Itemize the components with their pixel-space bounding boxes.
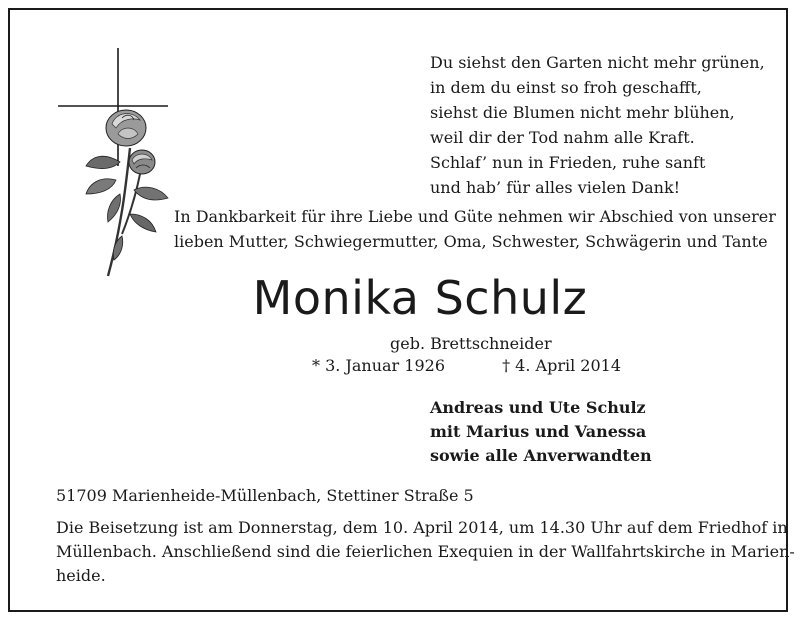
intro-text	[174, 204, 774, 254]
poem-line: Du siehst den Garten nicht mehr grünen,	[430, 53, 765, 72]
birth-date: * 3. Januar 1926	[312, 356, 445, 375]
address: 51709 Marienheide-Müllenbach, Stettiner Straße 5	[56, 486, 474, 505]
funeral-line: Müllenbach. Anschließend sind die feierlichen Exequien in der Wallfahrtskirche in Marien-	[56, 542, 795, 561]
obituary-card	[8, 8, 795, 612]
poem-line: Schlaf’ nun in Frieden, ruhe sanft	[430, 153, 706, 172]
intro-line: lieben Mutter, Schwiegermutter, Oma, Schwester, Schwägerin und Tante	[174, 232, 768, 251]
deceased-name: Monika Schulz	[252, 271, 588, 325]
poem	[430, 50, 770, 200]
funeral-line: Die Beisetzung ist am Donnerstag, dem 10. April 2014, um 14.30 Uhr auf dem Friedhof in	[56, 518, 788, 537]
life-dates	[312, 354, 621, 378]
poem-line: in dem du einst so froh geschafft,	[430, 78, 702, 97]
poem-line: weil dir der Tod nahm alle Kraft.	[430, 128, 695, 147]
mourner-line: sowie alle Anverwandten	[430, 446, 652, 465]
mourner-line: mit Marius und Vanessa	[430, 422, 647, 441]
mourner-line: Andreas und Ute Schulz	[430, 398, 646, 417]
poem-line: und hab’ für alles vielen Dank!	[430, 178, 681, 197]
funeral-line: heide.	[56, 566, 106, 585]
intro-line: In Dankbarkeit für ihre Liebe und Güte nehmen wir Abschied von unserer	[174, 207, 776, 226]
poem-line: siehst die Blumen nicht mehr blühen,	[430, 103, 735, 122]
cross-with-rose-icon	[56, 44, 174, 280]
mourners	[430, 396, 652, 468]
maiden-name: geb. Brettschneider	[390, 334, 552, 353]
cross-icon	[58, 48, 168, 166]
rose-icon	[86, 110, 168, 276]
funeral-details	[56, 516, 795, 588]
death-date: † 4. April 2014	[502, 356, 622, 375]
